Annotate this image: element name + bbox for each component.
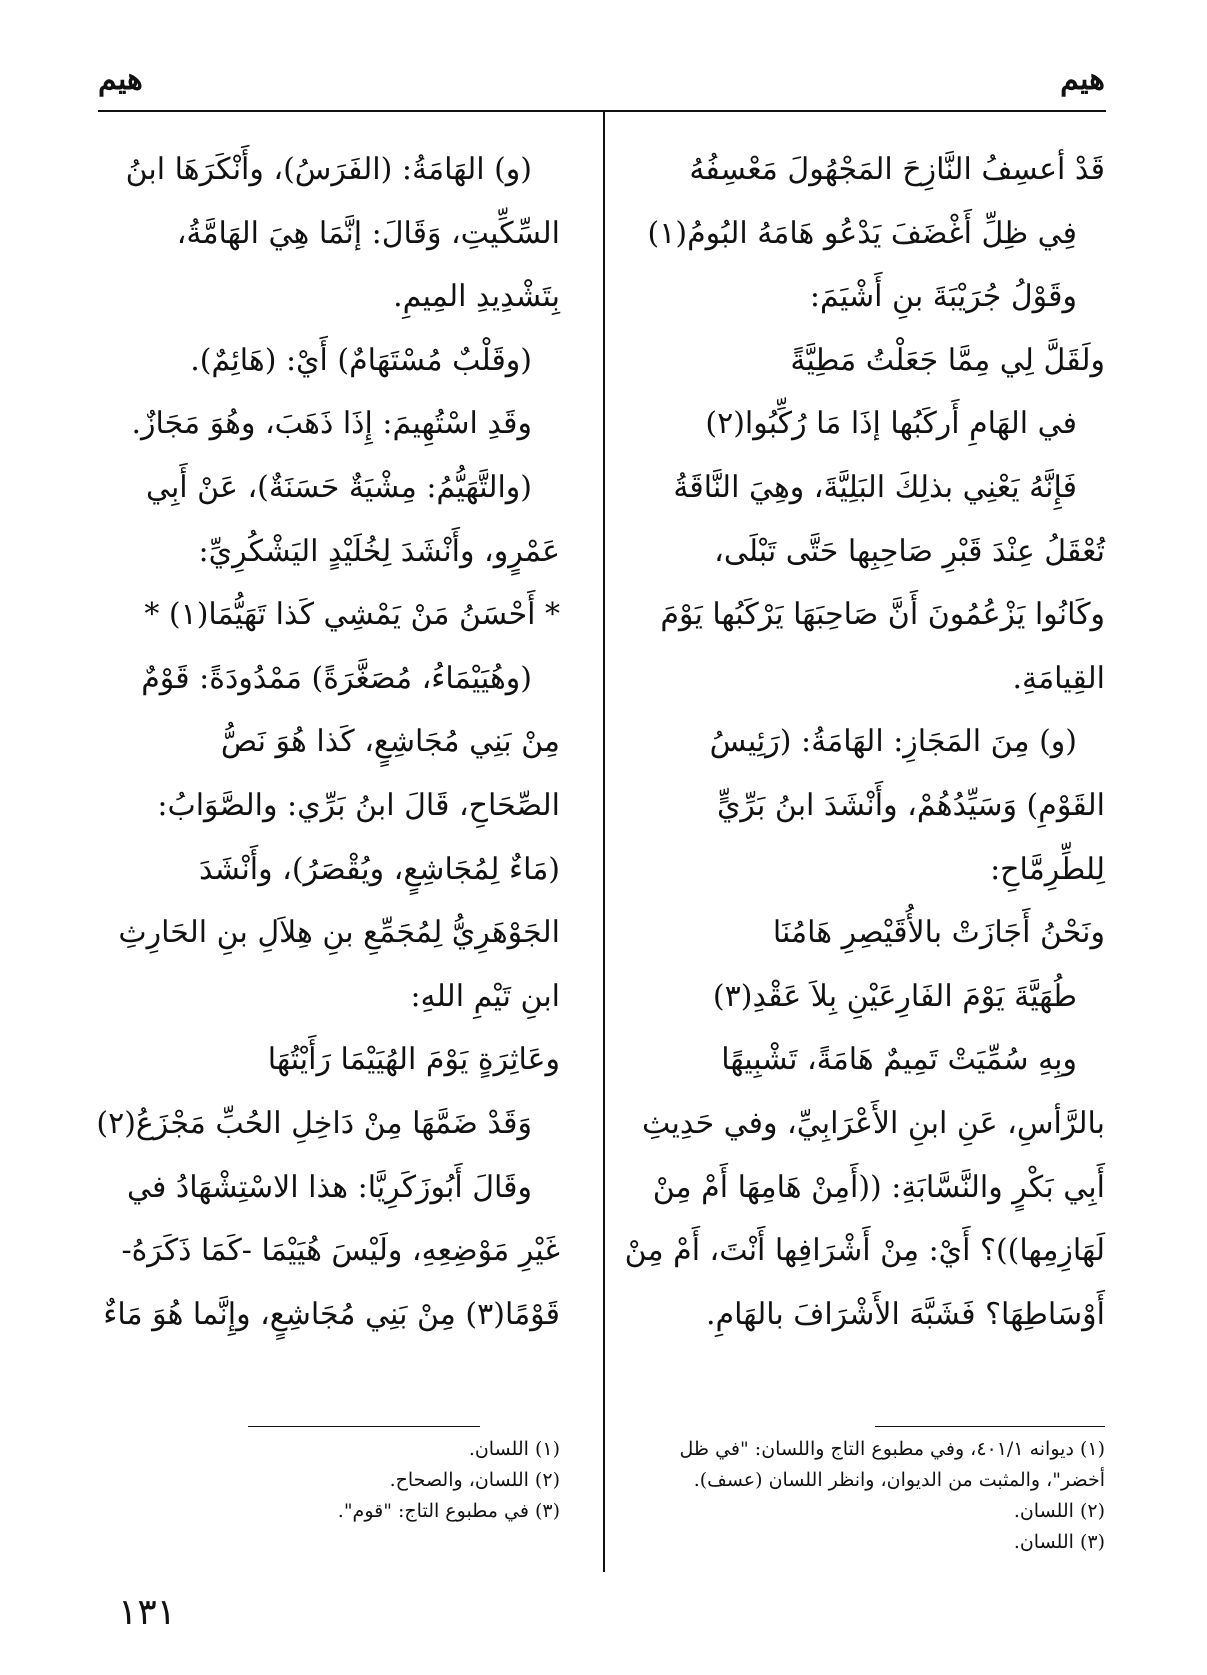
text-line: بالرَّأسِ، عَنِ ابنِ الأَعْرَابِيِّ، وفي حَدِيثِ [642, 1105, 1105, 1141]
text-line: الجَوْهَرِيُّ لِمُجَمِّعِ بنِ هِلاَلِ بنِ الحَارِثِ [118, 915, 560, 951]
footnote-rule-right [875, 1426, 1105, 1427]
text-line: أَوْسَاطِهَا؟ فَشَبَّهَ الأَشْرَافَ بالهَامِ. [706, 1296, 1105, 1332]
text-line: (وقَلْبٌ مُسْتَهَامٌ) أَيْ: (هَائِمٌ). [190, 342, 532, 378]
text-line: وَقَدْ ضَمَّهَا مِنْ دَاخِلِ الحُبِّ مَجْزَعُ(٢) [96, 1105, 532, 1141]
text-line: طُهَيَّةَ يَوْمَ الفَارِعَيْنِ بِلاَ عَقْدِ(٣) [712, 978, 1077, 1014]
text-line: مِنْ بَنِي مُجَاشِعٍ، كَذا هُوَ نَصُّ [220, 724, 560, 760]
footnote-line: أخضر"، والمثبت من الديوان، وانظر اللسان (عسف). [693, 1469, 1105, 1491]
text-line: ابنِ تَيْمِ اللهِ: [410, 978, 560, 1014]
text-line: بِتَشْدِيدِ المِيمِ. [393, 279, 560, 315]
text-line: (والتَّهَيُّمُ: مِشْيَةٌ حَسَنَةٌ)، عَنْ أَبِي [145, 469, 532, 505]
footnote-rule-left [248, 1426, 480, 1427]
footnote-line: (٣) في مطبوع التاج: "قوم". [337, 1500, 560, 1522]
text-line: (وهُيَيْمَاءُ، مُصَغَّرَةً) مَمْدُودَةً: قَوْمٌ [141, 660, 532, 696]
text-line: غَيْرِ مَوْضِعِهِ، ولَيْسَ هُيَيْمَا -كَمَا ذَكَرَهُ- [121, 1233, 560, 1269]
right-column-text [624, 138, 1105, 1346]
footnote-line: (١) اللسان. [468, 1438, 560, 1460]
text-line: وعَاثِرَةٍ يَوْمَ الهُيَيْمَا رَأَيْتُهَا [267, 1042, 560, 1078]
text-line: الصِّحَاحِ، قَالَ ابنُ بَرِّي: والصَّوَابُ: [157, 787, 560, 823]
footnote-line: (١) ديوانه ٤٠١/١، وفي مطبوع التاج واللسان: "في ظل [679, 1438, 1105, 1460]
text-line: لَهَازِمِها))؟ أَيْ: مِنْ أَشْرَافِها أَنْتَ، أَمْ مِنْ [624, 1233, 1105, 1269]
text-line: قَدْ أعسِفُ النَّازِحَ المَجْهُولَ مَعْسِفُهُ [689, 152, 1105, 187]
text-line: فَإِنَّهُ يَعْنِي بذلِكَ البَلِيَّةَ، وهِيَ النَّاقَةُ [673, 469, 1077, 505]
text-line: وقَوْلُ جُرَيْبَةَ بنِ أَشْيَمَ: [809, 279, 1077, 315]
text-line: قَوْمًا(٣) مِنْ بَنِي مُجَاشِعٍ، وإِنَّما هُوَ مَاءٌ [103, 1296, 560, 1332]
text-line: القَوْمِ) وَسَيِّدُهُمْ، وأَنْشَدَ ابنُ بَرِّيٍّ [716, 787, 1105, 823]
left-column-text [98, 138, 560, 1346]
column-divider [603, 112, 605, 1572]
footnote-line: (٣) اللسان. [1013, 1531, 1105, 1553]
page-number: ١٣١ [118, 1592, 177, 1633]
text-line: وكَانُوا يَزْعُمُونَ أَنَّ صَاحِبَهَا يَرْكَبُها يَوْمَ [660, 597, 1105, 633]
text-line: ونَحْنُ أَجَازَتْ بالأُقَيْصِرِ هَامُنَا [772, 915, 1105, 951]
text-line: في الهَامِ أَركَبُها إذَا مَا رُكِّبُوا(٢) [705, 406, 1077, 442]
text-line: لِلطِّرِمَّاحِ: [990, 851, 1105, 887]
text-line: عَمْرٍو، وأَنْشَدَ لِخُلَيْدٍ اليَشْكُرِيِّ: [198, 533, 560, 569]
footnote-line: (٢) اللسان، والصحاح. [389, 1469, 560, 1491]
text-line: السِّكِّيتِ، وَقَالَ: إنَّمَا هِيَ الهَامَّةُ، [176, 215, 560, 251]
text-line: وقَالَ أَبُوزَكَرِيَّا: هذا الاسْتِشْهَادُ في [127, 1169, 532, 1205]
text-line: القِيامَةِ. [1012, 660, 1105, 696]
text-line: وبِهِ سُمِّيَتْ تَمِيمٌ هَامَةً، تَشْبِيهًا [721, 1042, 1077, 1078]
text-line: ولَقَلَّ لِي مِمَّا جَعَلْتُ مَطِيَّةً [790, 342, 1105, 378]
footnotes-left [98, 1434, 560, 1527]
text-line: (و) الهَامَةُ: (الفَرَسُ)، وأَنْكَرَهَا ابنُ [125, 152, 532, 187]
text-line: (مَاءٌ لِمُجَاشِعٍ، ويُقْصَرُ)، وأَنْشَدَ [198, 851, 560, 887]
text-line: وقَدِ اسْتُهِيمَ: إِذَا ذَهَبَ، وهُوَ مَجَازٌ. [131, 406, 532, 442]
footnotes-right [633, 1434, 1105, 1558]
footnote-line: (٢) اللسان. [1013, 1500, 1105, 1522]
running-header-left: هيم [98, 62, 143, 97]
text-line: فِي ظِلِّ أَغْضَفَ يَدْعُو هَامَهُ البُومُ(١) [647, 215, 1077, 251]
text-line: * أَحْسَنُ مَنْ يَمْشِي كَذا تَهَيُّمَا(١) * [144, 597, 560, 633]
text-line: تُعْقَلُ عِنْدَ قَبْرِ صَاحِبِها حَتَّى تَبْلَى، [714, 533, 1105, 569]
header-rule [98, 110, 1106, 112]
text-line: أَبِي بَكْرٍ والنَّسَّابَةِ: ((أَمِنْ هَامِهَا أَمْ مِنْ [652, 1169, 1105, 1205]
running-header-right: هيم [1060, 62, 1105, 97]
text-line: (و) مِنَ المَجَازِ: الهَامَةُ: (رَئِيسُ [709, 724, 1077, 760]
